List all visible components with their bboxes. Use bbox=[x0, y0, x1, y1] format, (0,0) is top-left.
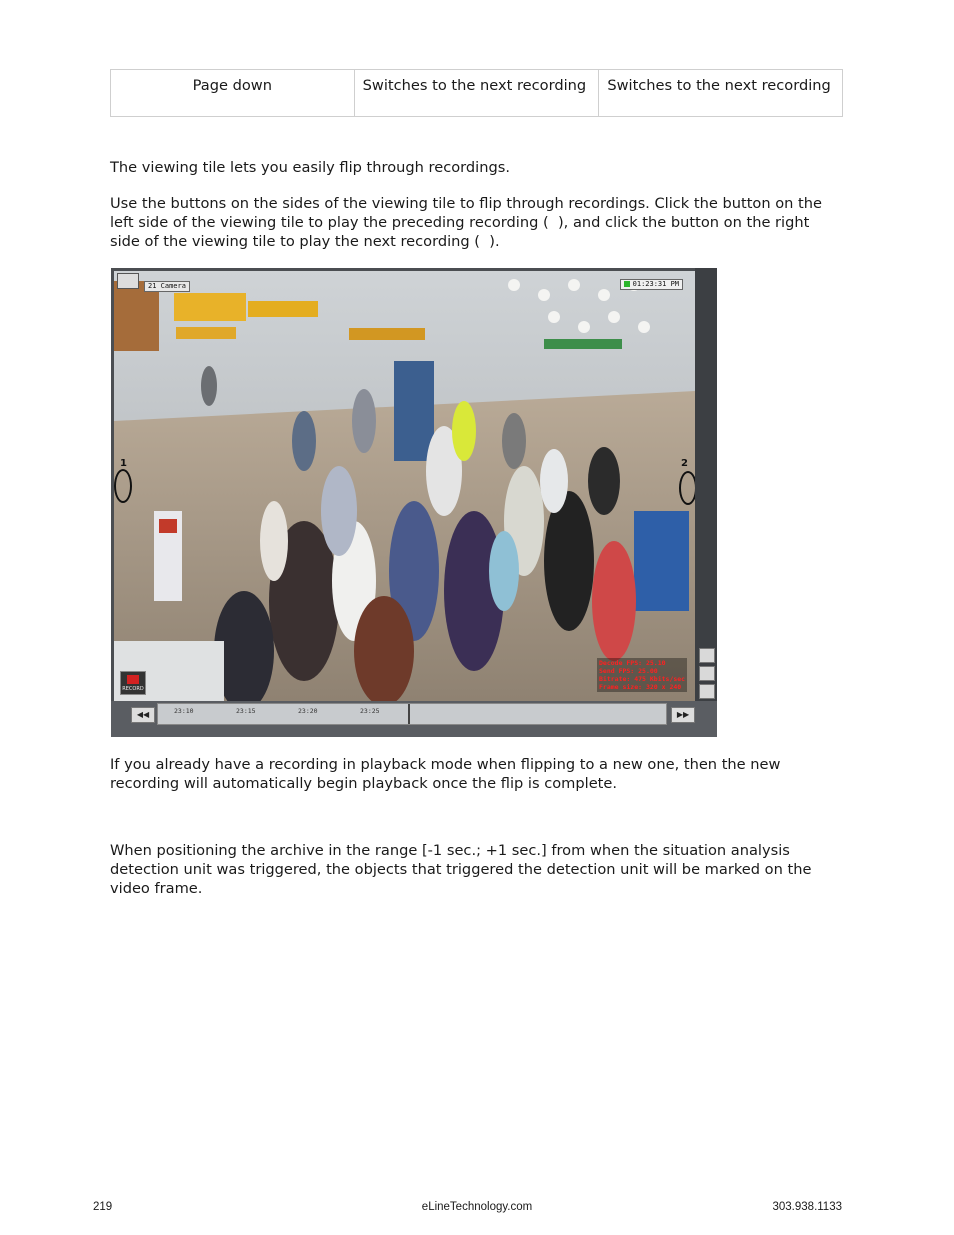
tile-sidebar bbox=[695, 268, 717, 737]
page-number: 219 bbox=[93, 1201, 113, 1213]
play-status-icon bbox=[624, 281, 630, 287]
timeline-tick: 23:20 bbox=[298, 707, 318, 715]
footer-phone: 303.938.1133 bbox=[772, 1201, 842, 1213]
footer-website: eLineTechnology.com bbox=[421, 1201, 533, 1213]
action-cell: Switches to the next recording bbox=[599, 70, 843, 117]
camera-video-frame bbox=[114, 271, 695, 701]
previous-recording-button[interactable] bbox=[114, 469, 132, 503]
stat-line: Frame size: 320 x 240 bbox=[599, 683, 682, 691]
fast-forward-icon[interactable]: ▶▶ bbox=[671, 707, 695, 723]
stat-line: Bitrate: 475 Kbits/sec bbox=[599, 675, 686, 683]
key-table bbox=[110, 69, 843, 117]
intro-paragraph: The viewing tile lets you easily flip through recordings. bbox=[110, 159, 510, 176]
archive-icon[interactable] bbox=[699, 666, 715, 681]
record-icon bbox=[127, 675, 139, 684]
marker-label-left: 1 bbox=[120, 458, 127, 469]
next-recording-button[interactable] bbox=[679, 471, 695, 505]
camera-menu-icon[interactable] bbox=[117, 273, 139, 289]
marker-label-right: 2 bbox=[681, 458, 688, 469]
video-stats-overlay bbox=[597, 658, 687, 692]
export-icon[interactable] bbox=[699, 684, 715, 699]
timeline-track[interactable] bbox=[157, 703, 667, 725]
camera-title-label: 21 Camera bbox=[144, 281, 190, 292]
timeline-tick: 23:25 bbox=[360, 707, 380, 715]
timeline-tick: 23:15 bbox=[236, 707, 256, 715]
playback-paragraph: If you already have a recording in playback mode when flipping to a new one, then the new recording will automatically begin playback once the flip is complete. bbox=[110, 756, 781, 792]
monitor-icon[interactable] bbox=[699, 648, 715, 663]
table-row bbox=[111, 70, 843, 117]
instructions-paragraph: Use the buttons on the sides of the viewing tile to flip through recordings. Click the button on the left side of the viewing tile to play the preceding recording ( ), and click the button on the right side of the viewing tile to play the next recording ( ). bbox=[110, 195, 823, 250]
rewind-icon[interactable]: ◀◀ bbox=[131, 707, 155, 723]
crowd-scene-image bbox=[114, 271, 695, 701]
timeline-cursor[interactable] bbox=[408, 704, 410, 724]
stat-line: Send FPS: 25.00 bbox=[599, 667, 658, 675]
timeline-tick: 23:10 bbox=[174, 707, 194, 715]
detection-paragraph: When positioning the archive in the range [-1 sec.; +1 sec.] from when the situation analysis detection unit was triggered, the objects that triggered the detection unit will be marked on the video frame. bbox=[110, 842, 812, 897]
stat-line: Decode FPS: 25.10 bbox=[599, 659, 666, 667]
action-cell: Switches to the next recording bbox=[354, 70, 599, 117]
viewing-tile-screenshot bbox=[111, 268, 717, 737]
record-label: RECORD bbox=[122, 686, 144, 692]
record-button[interactable] bbox=[120, 671, 146, 695]
camera-time-label: 01:23:31 PM bbox=[620, 279, 683, 290]
archive-timeline[interactable] bbox=[111, 701, 717, 737]
key-cell: Page down bbox=[111, 70, 355, 117]
